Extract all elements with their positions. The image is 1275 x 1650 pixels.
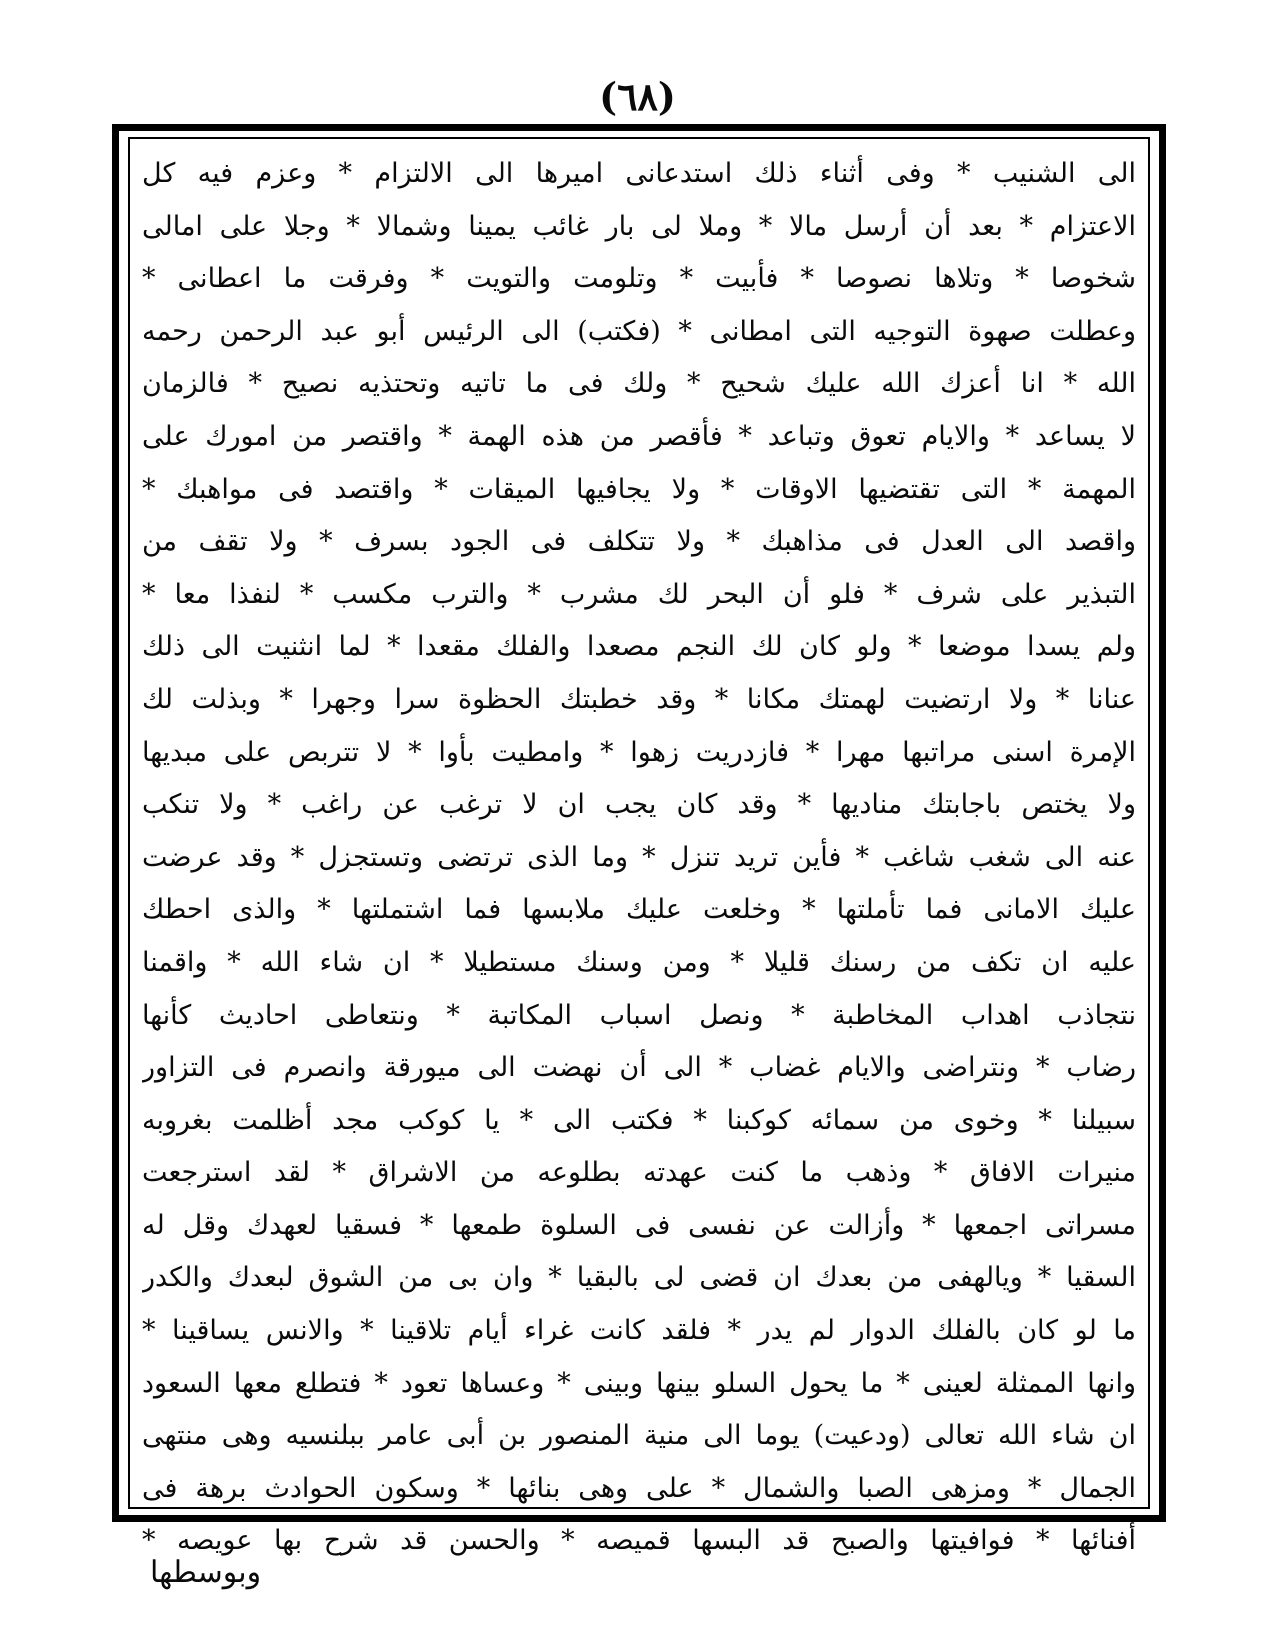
text-line: وانها الممثلة لعينى * ما يحول السلو بينها وبينى * وعساها تعود * فتطلع معها السعود <box>142 1367 1136 1399</box>
body-text <box>136 148 1142 1557</box>
text-line: عنانا * ولا ارتضيت لهمتك مكانا * وقد خطبتك الحظوة سرا وجهرا * وبذلت لك <box>142 683 1136 715</box>
text-line: المهمة * التى تقتضيها الاوقات * ولا يجافيها الميقات * واقتصد فى مواهبك * <box>142 473 1136 505</box>
page-number: (٦٨) <box>599 74 676 119</box>
text-line: منيرات الافاق * وذهب ما كنت عهدته بطلوعه من الاشراق * لقد استرجعت <box>142 1157 1136 1189</box>
text-line: ما لو كان بالفلك الدوار لم يدر * فلقد كانت غراء أيام تلاقينا * والانس يساقينا * <box>142 1315 1136 1347</box>
text-line: شخوصا * وتلاها نصوصا * فأبيت * وتلومت والتويت * وفرقت ما اعطانى * <box>142 263 1136 295</box>
text-line: الى الشنيب * وفى أثناء ذلك استدعانى اميرها الى الالتزام * وعزم فيه كل <box>142 158 1136 189</box>
text-line: عنه الى شغب شاغب * فأين تريد تنزل * وما الذى ترتضى وتستجزل * وقد عرضت <box>142 841 1136 873</box>
text-line: نتجاذب اهداب المخاطبة * ونصل اسباب المكاتبة * ونتعاطى احاديث كأنها <box>142 999 1136 1031</box>
text-line: واقصد الى العدل فى مذاهبك * ولا تتكلف فى الجود بسرف * ولا تقف من <box>142 526 1136 558</box>
text-line: سبيلنا * وخوى من سمائه كوكبنا * فكتب الى * يا كوكب مجد أظلمت بغروبه <box>142 1104 1136 1136</box>
text-line: الإمرة اسنى مراتبها مهرا * فازدريت زهوا * وامطيت بأوا * لا تتربص على مبديها <box>142 736 1136 768</box>
text-line: لا يساعد * والايام تعوق وتباعد * فأقصر من هذه الهمة * واقتصر من امورك على <box>142 420 1136 452</box>
text-line: ولم يسدا موضعا * ولو كان لك النجم مصعدا والفلك مقعدا * لما انثنيت الى ذلك <box>142 631 1136 663</box>
text-line: الله * انا أعزك الله عليك شحيح * ولك فى ما تاتيه وتحتذيه نصيح * فالزمان <box>142 368 1136 400</box>
text-line: الجمال * ومزهى الصبا والشمال * على وهى بنائها * وسكون الحوادث برهة فى <box>142 1472 1136 1504</box>
text-line: رضاب * ونتراضى والايام غضاب * الى أن نهضت الى ميورقة وانصرم فى التزاور <box>142 1052 1136 1084</box>
text-line: أفنائها * فوافيتها والصبح قد البسها قميصه * والحسن قد شرح بها عويصه * <box>142 1525 1136 1557</box>
text-line: ولا يختص باجابتك مناديها * وقد كان يجب ان لا ترغب عن راغب * ولا تنكب <box>142 789 1136 821</box>
text-line: وعطلت صهوة التوجيه التى امطانى * (فكتب) الى الرئيس أبو عبد الرحمن رحمه <box>142 315 1136 347</box>
text-line: مسراتى اجمعها * وأزالت عن نفسى فى السلوة طمعها * فسقيا لعهدك وقل له <box>142 1209 1136 1241</box>
text-line: عليه ان تكف من رسنك قليلا * ومن وسنك مستطيلا * ان شاء الله * واقمنا <box>142 946 1136 978</box>
text-line: الاعتزام * بعد أن أرسل مالا * وملا لى بار غائب يمينا وشمالا * وجلا على امالى <box>142 210 1136 242</box>
text-line: السقيا * ويالهفى من بعدك ان قضى لى بالبقيا * وان بى من الشوق لبعدك والكدر <box>142 1262 1136 1294</box>
catchword: وبوسطها <box>150 1555 262 1590</box>
text-line: التبذير على شرف * فلو أن البحر لك مشرب * والترب مكسب * لنفذا معا * <box>142 578 1136 610</box>
text-line: ان شاء الله تعالى (ودعيت) يوما الى منية المنصور بن أبى عامر ببلنسيه وهى منتهى <box>142 1420 1136 1452</box>
text-line: عليك الامانى فما تأملتها * وخلعت عليك ملابسها فما اشتملتها * والذى احطك <box>142 894 1136 926</box>
